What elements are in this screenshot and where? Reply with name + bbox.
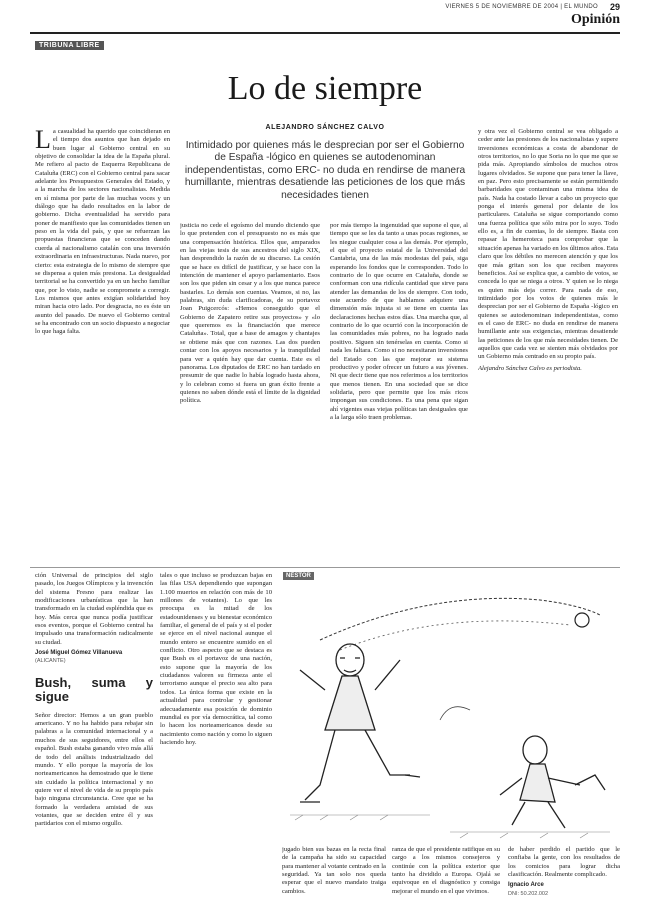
letter-signature-id: DNI: 50.202.002: [508, 890, 549, 897]
column-text: justicia no cede el egoísmo del mundo diciendo que lo que pretenden con el presupuesto no es más que una compensación histórica. Ellos que, amparados en las viejas tesis de sus ancestros del siglo XIX, han desprendido la razón de su discurso. La cesión que se hace es difícil de justificar, y se hace con la intención de mantener el apoyo parlamentario. Esos son los que piden sin cesar y a los que nunca parece bastarles. Lo demás son cuentas. Veamos, si no, las palabras, sin duda clarificadoras, de su portavoz Joan Puigcercós: «Hemos conseguido que el Gobierno de Zapatero retire sus proyectos» y «lo que queremos es la financiación que merece Cataluña». Total, que a base de amagos y chantajes se obtiene más que con razones. Las dos pueden contar con los apoyos necesarios y la tranquilidad para ver a quién hay que dar cuenta. Este es el panorama. Los diputados de ERC no han tardado en presumir de que nadie lo había logrado hasta ahora, y lo celebran como si fuera un gran éxito frente a quienes no saben dónde está el límite de la dignidad política.: [180, 222, 320, 405]
section-separator: [30, 567, 620, 568]
column-text: por más tiempo la ingenuidad que supone el que, al tiempo que se les da tanto a unas pocas regiones, se les niegue cualquier cosa a las demás. Por ejemplo, el que el proyecto estatal de la Universidad del Cantabria, una de las más modestas del país, siga esperando los fondos que le corresponden. Todo lo contrario de lo que ocurre en Cataluña, donde se conforman con una ridícula cantidad que sirve para atender las demandas de los de siempre. Con todo, este acuerdo de que hablamos adquiere una dimensión más injusta si se tiene en cuenta las declaraciones hechas estos días. Una marcha que, al contrario de lo que ocurrió con la incorporación de las comunidades más pobres, no ha logrado nada positivo. Siguen sin tenérselas en cuenta. Como si nada les faltara. Como si no necesitaran inversiones del Estado con las que mejorar su sistema productivo y poder ofrecer un futuro a sus jóvenes. Ni que decir tiene que nos referimos a los territorios que menos tienen. En una sociedad que se dice solidaria, pero que permite que los más ricos impongan sus condiciones. Es una pena que sigan ahí vigentes esas viejas políticas tan desiguales que a la larga sólo traen problemas.: [330, 222, 468, 421]
letter-text: de haber perdido el partido que le confiaba la gente, con los resultados de los comicios para lograr dicha clasificación. Realmente complicado.: [508, 846, 620, 879]
cartoon-kicker: NÉSTOR: [283, 572, 314, 580]
page-header: [0, 0, 650, 27]
letters-column-5: [508, 846, 620, 898]
letter-text: Señor director: Hemos a un gran pueblo americano. Y no ha habido para rebajar sin palabras a la comunidad internacional y a muchos de sus seguidores, entre ellos el español. Bush estaba ganando vivo más allá de todo del análisis industrializado del mundo. Y ello porque la mayoría de los norteamericanos ha demostrado que le tiene sin cuidado la política internacional y no quiere ver el nivel de vida de su propio país bajo ninguna circunstancia. Cree que se ha formado la verdadera amistad de sus votantes, que se deciden entre él y sus partidarios con el mismo orgullo.: [35, 711, 153, 828]
column-text: a casualidad ha querido que coincidieran en el tiempo dos asuntos que han dejado en buen lugar al Gobierno central en su objetivo de consolidar la idea de la España plural. Me refiero al pacto de Esquerra Republicana de Cataluña (ERC) con el Gobierno central para sacar adelante los Presupuestos Generales del Estado, y a la marcha de los sectores nacionalistas. Medida en sí misma por parte de las muchas voces y un diálogo que ha dado resultados en la labor de gobierno. Dicha eventualidad ha servido para poner de manifiesto que las comunidades tienen un peso en la vida del país, y que se refuerzan las propuestas financieras que se conceden dando cuerda al nacionalismo catalán con una inversión extraordinaria en infraestructuras. Nada nuevo, por cierto: esta estrategia de lo mismo de siempre que se dispensa a quien más presiona. La desigualdad territorial se ha convertido ya en un hecho familiar que, por lo visto, nadie se compromete a corregir. Los mismos que antes exigían solidaridad hoy miran hacia otro lado. Por desgracia, no es éste un asunto del pasado. De nuevo el Gobierno central se ha encontrado con un socio dispuesto a negociar lo que haga falta.: [35, 128, 170, 336]
letter-text: jugado bien sus bazas en la recta final de la campaña ha sido su capacidad para mantener al votante centrado en la seguridad. Ya tan solo nos queda esperar que el nuevo mandato traiga cambios.: [282, 846, 386, 895]
article-column-1: [35, 128, 170, 558]
letter-text: ranza de que el presidente ratifique en su cargo a los mismos consejeros y continúe con la política exterior que tanto ha dividido a Europa. Ojalá se equivoque en el diagnóstico y consiga mejorar el mundo en el que vivimos.: [392, 846, 500, 895]
page-number: 29: [609, 2, 620, 12]
article-column-4: [478, 128, 618, 558]
article-kicker: TRIBUNA LIBRE: [35, 41, 104, 50]
article-title: Lo de siempre: [227, 70, 423, 107]
letter-heading: Bush, suma y sigue: [35, 674, 153, 704]
letter-signature-name: José Miguel Gómez Villanueva: [35, 650, 123, 657]
letter-signature-name: Ignacio Arce: [508, 882, 544, 889]
article-column-2: [180, 222, 320, 558]
article-column-3: [330, 222, 468, 558]
cartoon-drawing: [280, 570, 620, 842]
issue-meta: VIERNES 5 DE NOVIEMBRE DE 2004 | EL MUNDO: [445, 4, 598, 10]
letter-text: tales o que incluso se produzcan bajas en las filas USA dependiendo que supongan 1.100 muertos en relación con más de 10 millones de votantes). Lo que les preocupa es la mitad de los estadounidenses y su bienestar económico familiar, el general de el país y si el poder se ejerce en el nivel nacional aunque el mundo entero se encuentre sumido en el conflicto. Otro aspecto que se destaca es que Bush es el portavoz de una nación, esto supone que la mayoría de los ciudadanos valoren su firmeza ante el terrorismo aunque el precio sea alto para todos. La única forma que existe en la actualidad para controlar y gestionar adecuadamente esa posición de dominio mundial es por vía democrática, tal como lo hacen los norteamericanos desde su nacimiento como nación y como lo siguen haciendo hoy.: [160, 572, 272, 746]
letters-column-4: [392, 846, 500, 896]
letters-column-1: [35, 572, 153, 894]
article-signature: Alejandro Sánchez Calvo es periodista.: [478, 364, 582, 372]
article-deck: Intimidado por quienes más le desprecian por ser el Gobierno de España -lógico en quienes se autodenominan independentistas, como ERC- no duda en rendirse de manera humillante, mientras desatiende las peticiones de los que más necesidades tienen: [184, 140, 466, 201]
letters-column-2: [160, 572, 272, 894]
letters-column-3: [282, 846, 386, 896]
column-text: y otra vez el Gobierno central se vea obligado a ceder ante las presiones de los nacionalistas y supere inversiones económicas a costa de abandonar de otros territorios, no lo que Soria no lo que me que se pida más. Apropiando símbolos de muchos otros lugares olvidados. Se supone que para tener la llave, en paz. Pero esto precisamente se están permitiendo barbaridades que contaminan una misma idea de país. Nada ha costado llevar a cabo un proyecto que ponga el interés general por delante de los particulares. Cataluña se sigue comportando como una fuerza política que sólo mira por lo suyo. Todo ello es, a fin de cuentas, lo de siempre. Basta con repasar la hemeroteca para comprobar que la situación apenas ha variado en los últimos años. Esta claro que los débiles no merecen atención y que los que más gritan son los que reciben mayores beneficios. Así se explica que, a cambio de votos, se conceda lo que se niega a otros. Y quien se lo niega es quien más deja correr. Para nada de eso, intimidado por los votos de quienes más le desprecian por ser el Gobierno de España -lógico en quienes se autodenominan independentistas, como es el caso de ERC- no duda en rendirse de manera humillante ante sus exigencias, mientras desatiende las peticiones de los que más necesidades tienen. De aquellos que cada vez se sienten más olvidados por un Gobierno más centrado en su propio país.: [478, 128, 618, 361]
top-rule: [30, 32, 620, 34]
editorial-cartoon: [280, 570, 620, 842]
article-author: ALEJANDRO SÁNCHEZ CALVO: [265, 124, 385, 131]
section-title: Opinión: [570, 12, 620, 27]
drop-cap: L: [35, 128, 51, 154]
letter-text: ción Universal de principios del siglo pasado, los Juegos Olímpicos y la invención del sistema Fresno para realizar las modificaciones urbanísticas que la han transformado en la ciudad espléndida que es hoy. Más cerca que nunca podía justificar esos eventos, porque el Gobierno central ha impulsado una transformación radicalmente su ciudad.: [35, 572, 153, 646]
letter-signature-place: (ALICANTE): [35, 658, 66, 665]
